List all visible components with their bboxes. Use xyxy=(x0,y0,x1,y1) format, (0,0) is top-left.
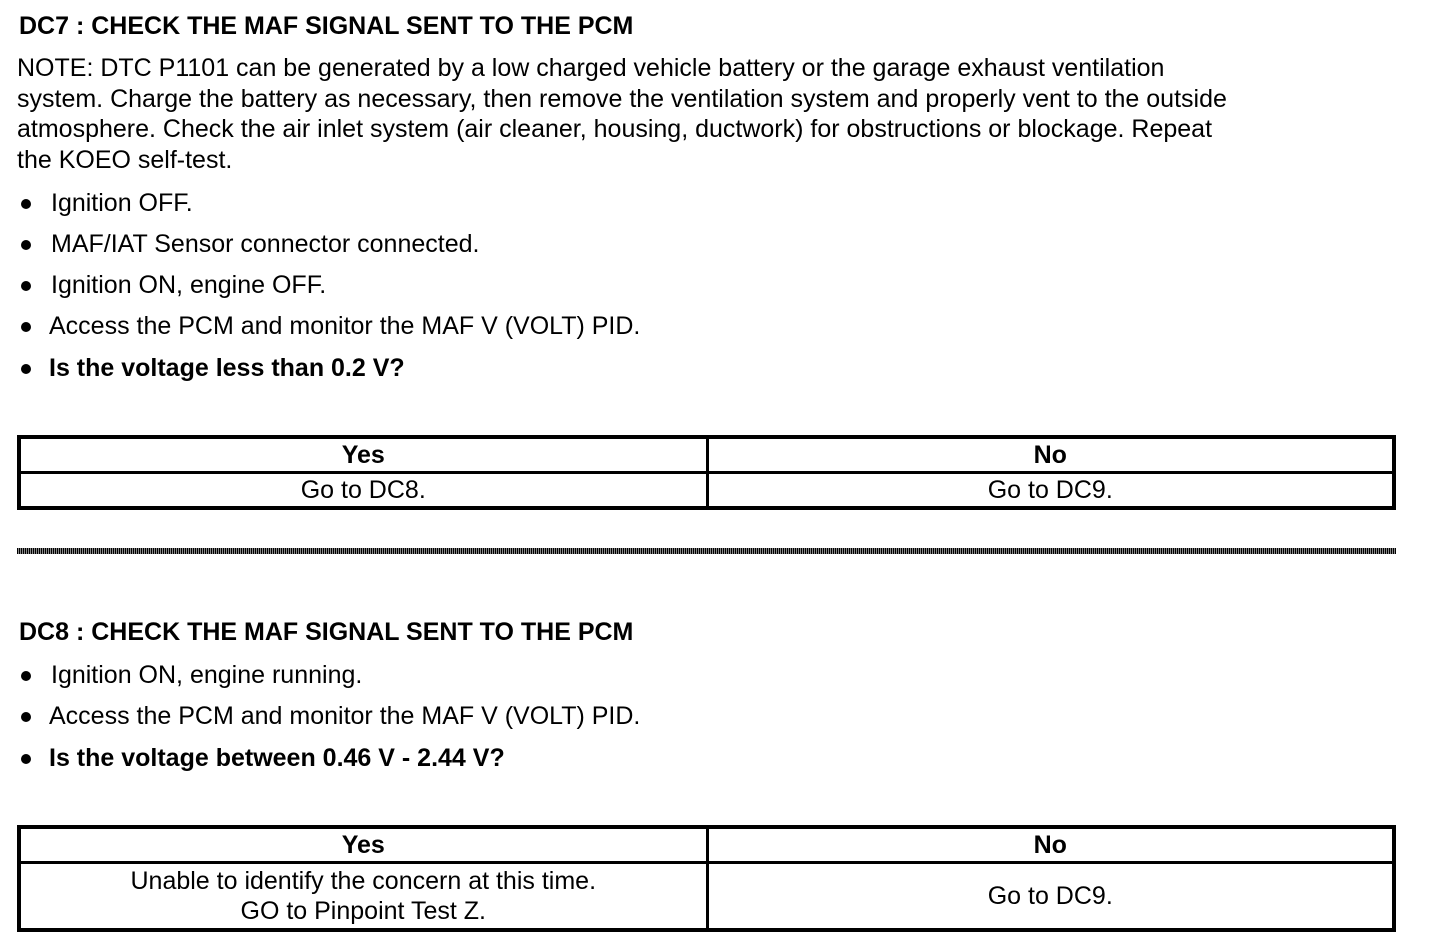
yes-action xyxy=(19,863,707,931)
decision-table-dc8 xyxy=(17,825,1396,932)
yes-action xyxy=(19,473,707,509)
bullet-icon xyxy=(21,671,31,681)
yes-action-line: Go to DC8. xyxy=(300,476,426,504)
bullet-icon xyxy=(21,712,31,722)
step-text: Access the PCM and monitor the MAF V (VOLT) PID. xyxy=(49,702,641,730)
note-line: atmosphere. Check the air inlet system (air cleaner, housing, ductwork) for obstructions or blockage. Repeat xyxy=(17,115,1213,143)
step-text: Ignition ON, engine OFF. xyxy=(51,271,327,299)
yes-header: Yes xyxy=(19,437,707,473)
note-paragraph xyxy=(17,53,1417,175)
step-text: Ignition ON, engine running. xyxy=(51,661,363,689)
no-action: Go to DC9. xyxy=(707,863,1394,931)
table-header-row xyxy=(19,827,1394,863)
bullet-icon xyxy=(21,322,31,332)
yes-header: Yes xyxy=(19,827,707,863)
decision-table-dc7 xyxy=(17,435,1396,510)
section-heading-dc7: DC7 : CHECK THE MAF SIGNAL SENT TO THE PCM xyxy=(19,12,634,40)
yes-action-line: Unable to identify the concern at this time. xyxy=(130,867,597,895)
yes-action-line: GO to Pinpoint Test Z. xyxy=(240,897,486,925)
no-action: Go to DC9. xyxy=(707,473,1394,509)
note-line: system. Charge the battery as necessary, then remove the ventilation system and properly vent to the outside xyxy=(17,84,1227,113)
no-header: No xyxy=(707,437,1394,473)
no-header: No xyxy=(707,827,1394,863)
bullet-icon xyxy=(21,199,31,209)
table-row xyxy=(19,863,1394,931)
bullet-icon xyxy=(21,281,31,291)
section-heading-dc8: DC8 : CHECK THE MAF SIGNAL SENT TO THE PCM xyxy=(19,618,634,646)
step-text: Ignition OFF. xyxy=(51,189,193,217)
table-header-row xyxy=(19,437,1394,473)
bullet-icon xyxy=(21,754,31,764)
section-divider xyxy=(17,548,1396,554)
note-line: the KOEO self-test. xyxy=(17,145,233,174)
question-text: Is the voltage less than 0.2 V? xyxy=(49,354,405,382)
note-line: NOTE: DTC P1101 can be generated by a low charged vehicle battery or the garage exhaust ventilation xyxy=(17,54,1165,82)
bullet-icon xyxy=(21,240,31,250)
question-text: Is the voltage between 0.46 V - 2.44 V? xyxy=(49,744,505,772)
bullet-icon xyxy=(21,364,31,374)
step-text: Access the PCM and monitor the MAF V (VOLT) PID. xyxy=(49,312,641,340)
step-text: MAF/IAT Sensor connector connected. xyxy=(51,230,480,258)
table-row xyxy=(19,473,1394,509)
